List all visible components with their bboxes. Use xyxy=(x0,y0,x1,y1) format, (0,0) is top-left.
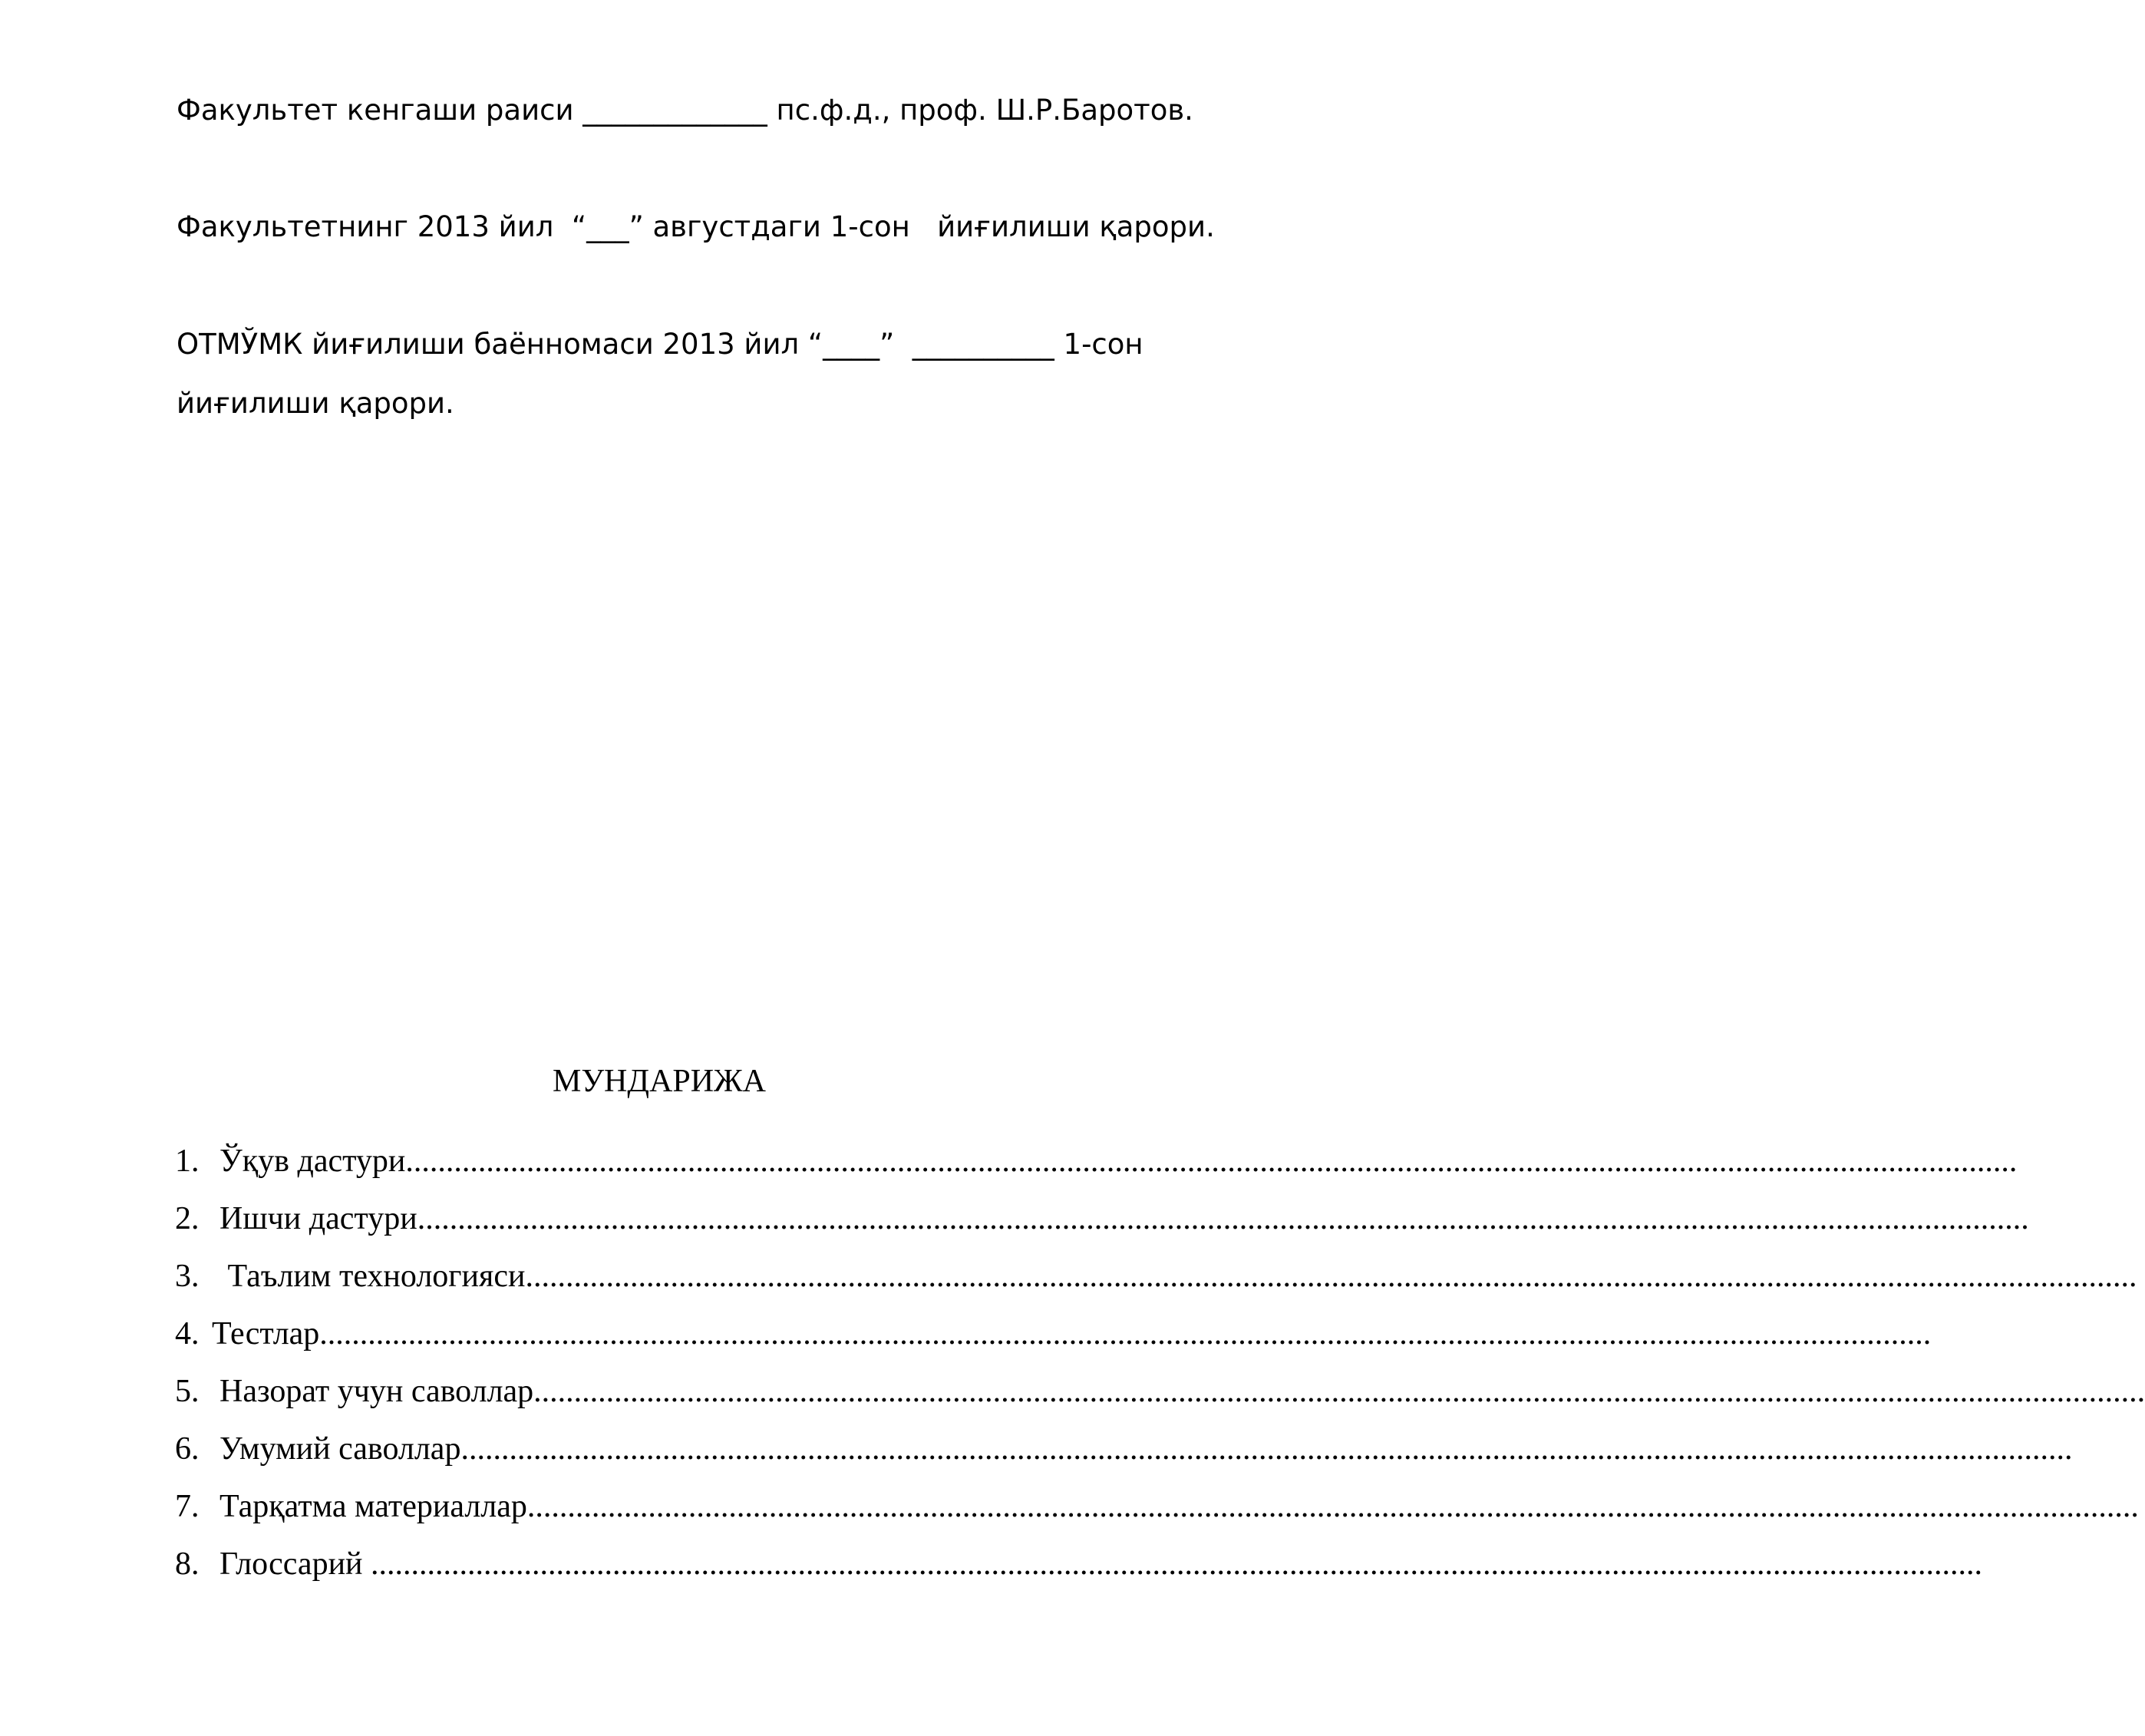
toc-item-number: 3. xyxy=(175,1259,200,1294)
leader-dots: ........................................................................................................................................................................................................ xyxy=(405,1144,2018,1179)
council-chair-line: Факультет кенгаши раиси _____________ пс.ф.д., проф. Ш.Р.Баротов. xyxy=(177,94,1193,127)
toc-item xyxy=(175,1546,1983,1606)
toc-item-title: Ўқув дастури xyxy=(219,1144,406,1179)
toc-item-number: 7. xyxy=(175,1489,200,1524)
toc-item-number: 2. xyxy=(175,1201,200,1236)
toc-item xyxy=(175,1144,2018,1203)
leader-dots: ........................................................................................................................................................................................................ xyxy=(371,1546,1983,1582)
toc-item xyxy=(175,1489,2139,1548)
protocol-line: ОТМЎМК йиғилиши баённомаси 2013 йил “____” __________ 1-сон xyxy=(177,328,1143,361)
toc-item-title: Ишчи дастури xyxy=(219,1201,417,1236)
leader-dots: ........................................................................................................................................................................................................ xyxy=(533,1374,2145,1409)
table-of-contents xyxy=(175,1144,2145,1606)
toc-item-number: 5. xyxy=(175,1374,200,1409)
toc-item xyxy=(175,1316,1932,1375)
toc-item-title: Глоссарий xyxy=(219,1546,371,1582)
toc-item-title: Тестлар xyxy=(212,1316,320,1352)
toc-item-title: Назорат учун саволлар xyxy=(219,1374,534,1409)
toc-item-title: Таълим технологияси xyxy=(219,1259,526,1294)
toc-item-title: Тарқатма материаллар xyxy=(219,1489,527,1524)
leader-dots: ........................................................................................................................................................................................................ xyxy=(526,1489,2139,1524)
faculty-decision-line: Факультетнинг 2013 йил “___” августдаги 1-сон йиғилиши қарори. xyxy=(177,210,1215,243)
toc-item-number: 8. xyxy=(175,1546,200,1582)
leader-dots: ........................................................................................................................................................................................................ xyxy=(319,1316,1932,1352)
toc-item xyxy=(175,1374,2145,1433)
toc-item xyxy=(175,1259,2137,1318)
leader-dots: ........................................................................................................................................................................................................ xyxy=(417,1201,2029,1236)
toc-item-title: Умумий саволлар xyxy=(219,1431,461,1467)
toc-item xyxy=(175,1431,2073,1490)
protocol-line-continuation: йиғилиши қарори. xyxy=(177,387,454,420)
leader-dots: ........................................................................................................................................................................................................ xyxy=(525,1259,2137,1294)
toc-item-number: 6. xyxy=(175,1431,200,1467)
toc-item-number: 1. xyxy=(175,1144,200,1179)
toc-title: МУНДАРИЖА xyxy=(552,1064,767,1099)
toc-item-number: 4. xyxy=(175,1316,200,1352)
toc-item xyxy=(175,1201,2029,1260)
leader-dots: ........................................................................................................................................................................................................ xyxy=(460,1431,2073,1467)
